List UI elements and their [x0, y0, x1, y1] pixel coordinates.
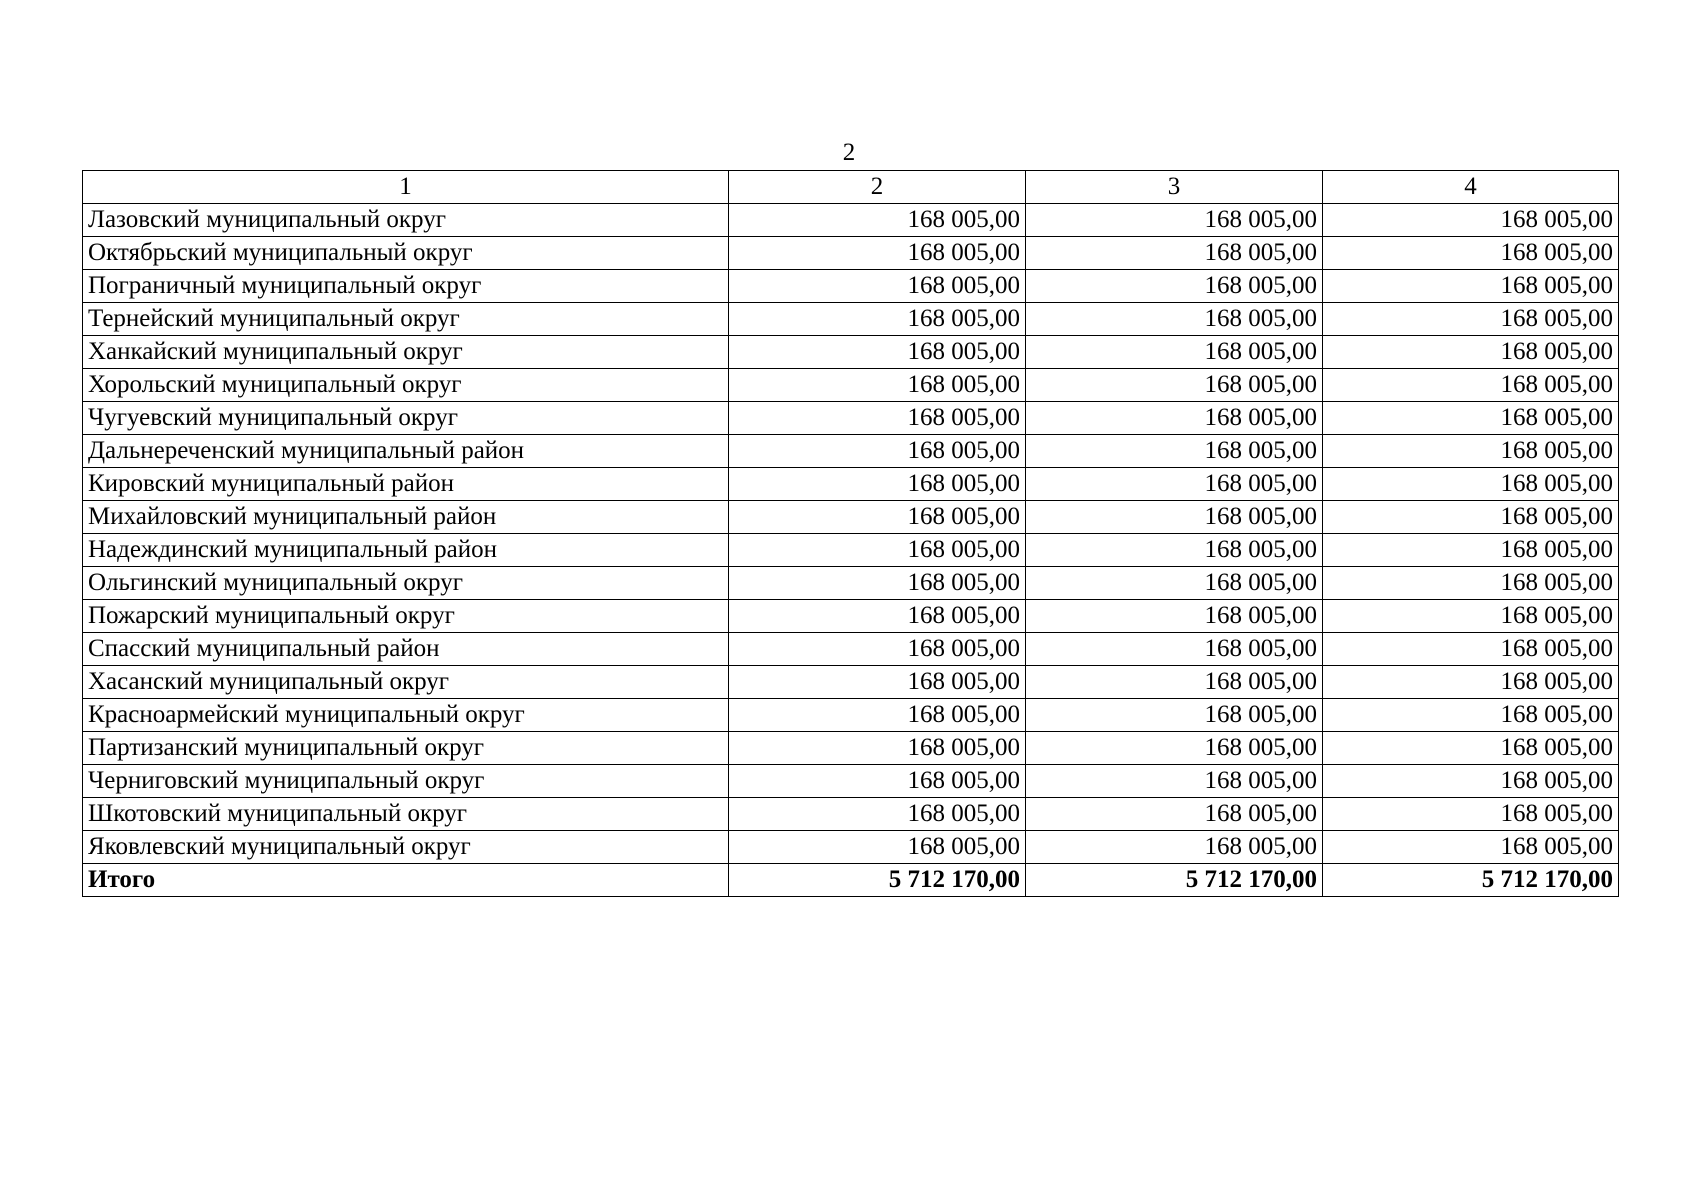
table-row [83, 765, 1619, 798]
amount-col-2: 168 005,00 [729, 600, 1026, 633]
municipality-name: Дальнереченский муниципальный район [83, 435, 729, 468]
amount-col-2: 168 005,00 [729, 435, 1026, 468]
table-row [83, 633, 1619, 666]
amount-col-4: 168 005,00 [1323, 468, 1619, 501]
amount-col-4: 168 005,00 [1323, 336, 1619, 369]
amount-col-4: 168 005,00 [1323, 501, 1619, 534]
table-row [83, 666, 1619, 699]
amount-col-2: 168 005,00 [729, 369, 1026, 402]
column-header-1: 1 [83, 171, 729, 204]
total-col-3: 5 712 170,00 [1026, 864, 1323, 897]
municipality-name: Тернейский муниципальный округ [83, 303, 729, 336]
table-row [83, 336, 1619, 369]
table-row [83, 402, 1619, 435]
amount-col-3: 168 005,00 [1026, 270, 1323, 303]
amount-col-3: 168 005,00 [1026, 435, 1323, 468]
amount-col-2: 168 005,00 [729, 633, 1026, 666]
amount-col-2: 168 005,00 [729, 336, 1026, 369]
table-row [83, 534, 1619, 567]
page-number: 2 [842, 139, 856, 166]
amount-col-4: 168 005,00 [1323, 798, 1619, 831]
table-row [83, 501, 1619, 534]
municipality-name: Михайловский муниципальный район [83, 501, 729, 534]
column-header-3: 3 [1026, 171, 1323, 204]
amount-col-4: 168 005,00 [1323, 666, 1619, 699]
amount-col-3: 168 005,00 [1026, 369, 1323, 402]
amount-col-2: 168 005,00 [729, 831, 1026, 864]
amount-col-3: 168 005,00 [1026, 633, 1323, 666]
amount-col-2: 168 005,00 [729, 666, 1026, 699]
amount-col-3: 168 005,00 [1026, 468, 1323, 501]
table-row [83, 237, 1619, 270]
table-row [83, 567, 1619, 600]
amount-col-4: 168 005,00 [1323, 600, 1619, 633]
municipality-name: Чугуевский муниципальный округ [83, 402, 729, 435]
amount-col-2: 168 005,00 [729, 765, 1026, 798]
amount-col-2: 168 005,00 [729, 402, 1026, 435]
municipality-name: Хасанский муниципальный округ [83, 666, 729, 699]
municipality-name: Шкотовский муниципальный округ [83, 798, 729, 831]
amount-col-2: 168 005,00 [729, 204, 1026, 237]
municipality-name: Черниговский муниципальный округ [83, 765, 729, 798]
column-number-header-row [83, 171, 1619, 204]
table-row [83, 303, 1619, 336]
amount-col-4: 168 005,00 [1323, 699, 1619, 732]
total-row [83, 864, 1619, 897]
amount-col-4: 168 005,00 [1323, 270, 1619, 303]
amount-col-4: 168 005,00 [1323, 204, 1619, 237]
funding-table [82, 170, 1619, 897]
amount-col-2: 168 005,00 [729, 732, 1026, 765]
amount-col-3: 168 005,00 [1026, 501, 1323, 534]
amount-col-3: 168 005,00 [1026, 798, 1323, 831]
amount-col-2: 168 005,00 [729, 303, 1026, 336]
table-row [83, 699, 1619, 732]
table-body [83, 204, 1619, 897]
municipality-name: Красноармейский муниципальный округ [83, 699, 729, 732]
amount-col-2: 168 005,00 [729, 468, 1026, 501]
municipality-name: Хорольский муниципальный округ [83, 369, 729, 402]
municipality-name: Надеждинский муниципальный район [83, 534, 729, 567]
table-row [83, 468, 1619, 501]
amount-col-4: 168 005,00 [1323, 765, 1619, 798]
amount-col-3: 168 005,00 [1026, 765, 1323, 798]
amount-col-3: 168 005,00 [1026, 732, 1323, 765]
table-row [83, 204, 1619, 237]
municipality-name: Ханкайский муниципальный округ [83, 336, 729, 369]
amount-col-4: 168 005,00 [1323, 732, 1619, 765]
amount-col-2: 168 005,00 [729, 567, 1026, 600]
municipality-name: Лазовский муниципальный округ [83, 204, 729, 237]
amount-col-3: 168 005,00 [1026, 699, 1323, 732]
table-row [83, 435, 1619, 468]
amount-col-2: 168 005,00 [729, 534, 1026, 567]
amount-col-3: 168 005,00 [1026, 600, 1323, 633]
amount-col-3: 168 005,00 [1026, 237, 1323, 270]
amount-col-4: 168 005,00 [1323, 237, 1619, 270]
amount-col-3: 168 005,00 [1026, 567, 1323, 600]
amount-col-2: 168 005,00 [729, 237, 1026, 270]
amount-col-3: 168 005,00 [1026, 402, 1323, 435]
amount-col-4: 168 005,00 [1323, 534, 1619, 567]
amount-col-2: 168 005,00 [729, 270, 1026, 303]
amount-col-3: 168 005,00 [1026, 204, 1323, 237]
column-header-2: 2 [729, 171, 1026, 204]
amount-col-2: 168 005,00 [729, 699, 1026, 732]
municipality-name: Яковлевский муниципальный округ [83, 831, 729, 864]
table-row [83, 270, 1619, 303]
amount-col-3: 168 005,00 [1026, 534, 1323, 567]
municipality-name: Спасский муниципальный район [83, 633, 729, 666]
amount-col-3: 168 005,00 [1026, 831, 1323, 864]
total-label: Итого [83, 864, 729, 897]
total-col-2: 5 712 170,00 [729, 864, 1026, 897]
amount-col-4: 168 005,00 [1323, 303, 1619, 336]
municipality-name: Кировский муниципальный район [83, 468, 729, 501]
table-row [83, 831, 1619, 864]
amount-col-3: 168 005,00 [1026, 336, 1323, 369]
table-row [83, 732, 1619, 765]
amount-col-3: 168 005,00 [1026, 303, 1323, 336]
municipality-name: Партизанский муниципальный округ [83, 732, 729, 765]
municipality-name: Ольгинский муниципальный округ [83, 567, 729, 600]
amount-col-4: 168 005,00 [1323, 435, 1619, 468]
total-col-4: 5 712 170,00 [1323, 864, 1619, 897]
amount-col-2: 168 005,00 [729, 798, 1026, 831]
amount-col-3: 168 005,00 [1026, 666, 1323, 699]
column-header-4: 4 [1323, 171, 1619, 204]
table-row [83, 798, 1619, 831]
amount-col-4: 168 005,00 [1323, 633, 1619, 666]
amount-col-2: 168 005,00 [729, 501, 1026, 534]
table-row [83, 600, 1619, 633]
amount-col-4: 168 005,00 [1323, 369, 1619, 402]
table-row [83, 369, 1619, 402]
amount-col-4: 168 005,00 [1323, 567, 1619, 600]
municipality-name: Пожарский муниципальный округ [83, 600, 729, 633]
municipality-name: Октябрьский муниципальный округ [83, 237, 729, 270]
amount-col-4: 168 005,00 [1323, 402, 1619, 435]
amount-col-4: 168 005,00 [1323, 831, 1619, 864]
municipality-name: Пограничный муниципальный округ [83, 270, 729, 303]
